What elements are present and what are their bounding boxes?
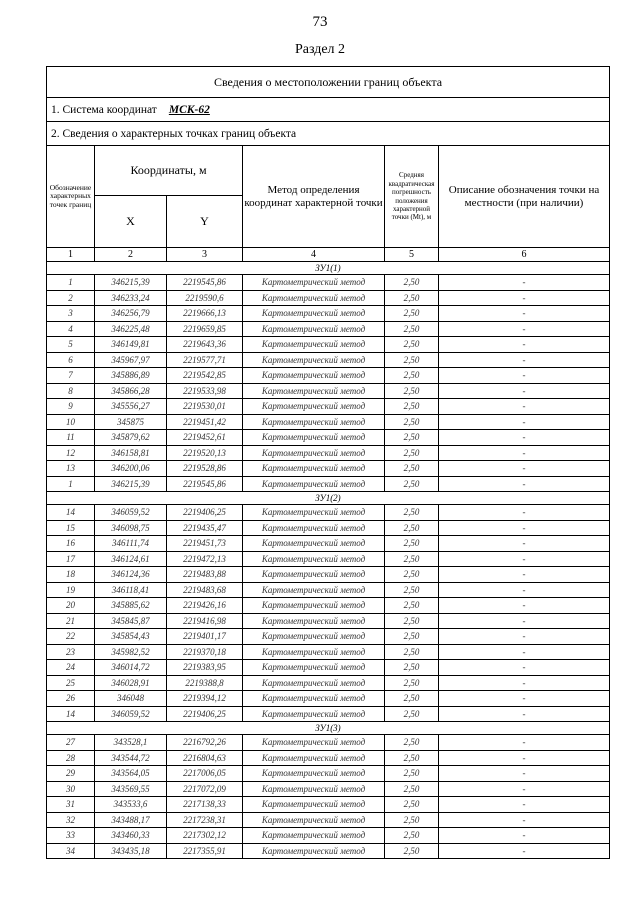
method-cell: Картометрический метод	[243, 536, 385, 552]
description-cell: -	[439, 505, 610, 521]
description-cell: -	[439, 352, 610, 368]
column-number: 6	[439, 248, 610, 262]
x-cell: 346059,52	[95, 505, 167, 521]
accuracy-cell: 2,50	[385, 843, 439, 859]
point-id-cell: 14	[47, 505, 95, 521]
x-cell: 345845,87	[95, 613, 167, 629]
column-number: 2	[95, 248, 167, 262]
x-cell: 345879,62	[95, 430, 167, 446]
table-row	[47, 706, 610, 722]
x-cell: 346124,61	[95, 551, 167, 567]
point-id-cell: 31	[47, 797, 95, 813]
method-cell: Картометрический метод	[243, 383, 385, 399]
point-id-cell: 22	[47, 629, 95, 645]
method-cell: Картометрический метод	[243, 750, 385, 766]
x-cell: 346200,06	[95, 461, 167, 477]
method-cell: Картометрический метод	[243, 321, 385, 337]
x-cell: 343435,18	[95, 843, 167, 859]
method-cell: Картометрический метод	[243, 706, 385, 722]
description-cell: -	[439, 750, 610, 766]
coord-system-row	[47, 98, 610, 122]
table-row	[47, 290, 610, 306]
header-y: Y	[167, 196, 243, 248]
method-cell: Картометрический метод	[243, 613, 385, 629]
table-row	[47, 368, 610, 384]
y-cell: 2219590,6	[167, 290, 243, 306]
description-cell: -	[439, 735, 610, 751]
description-cell: -	[439, 337, 610, 353]
method-cell: Картометрический метод	[243, 582, 385, 598]
accuracy-cell: 2,50	[385, 797, 439, 813]
description-cell: -	[439, 691, 610, 707]
method-cell: Картометрический метод	[243, 567, 385, 583]
table-row	[47, 781, 610, 797]
description-cell: -	[439, 414, 610, 430]
accuracy-cell: 2,50	[385, 660, 439, 676]
point-id-cell: 7	[47, 368, 95, 384]
x-cell: 346158,81	[95, 445, 167, 461]
description-cell: -	[439, 306, 610, 322]
method-cell: Картометрический метод	[243, 644, 385, 660]
table-row	[47, 582, 610, 598]
table-row	[47, 828, 610, 844]
method-cell: Картометрический метод	[243, 337, 385, 353]
table-row	[47, 735, 610, 751]
accuracy-cell: 2,50	[385, 536, 439, 552]
accuracy-cell: 2,50	[385, 551, 439, 567]
header-coordinates: Координаты, м	[95, 146, 243, 196]
table-row	[47, 797, 610, 813]
point-id-cell: 24	[47, 660, 95, 676]
point-id-cell: 26	[47, 691, 95, 707]
description-cell: -	[439, 582, 610, 598]
x-cell: 345866,28	[95, 383, 167, 399]
accuracy-cell: 2,50	[385, 505, 439, 521]
method-cell: Картометрический метод	[243, 812, 385, 828]
description-cell: -	[439, 536, 610, 552]
point-id-cell: 1	[47, 476, 95, 492]
table-row	[47, 520, 610, 536]
table-row	[47, 476, 610, 492]
table-row	[47, 675, 610, 691]
description-cell: -	[439, 797, 610, 813]
y-cell: 2219666,13	[167, 306, 243, 322]
y-cell: 2219370,18	[167, 644, 243, 660]
x-cell: 346111,74	[95, 536, 167, 552]
column-numbers-row	[47, 248, 610, 262]
point-id-cell: 10	[47, 414, 95, 430]
description-cell: -	[439, 290, 610, 306]
table-row	[47, 306, 610, 322]
y-cell: 2219533,98	[167, 383, 243, 399]
description-cell: -	[439, 706, 610, 722]
x-cell: 343544,72	[95, 750, 167, 766]
point-id-cell: 33	[47, 828, 95, 844]
method-cell: Картометрический метод	[243, 290, 385, 306]
method-cell: Картометрический метод	[243, 735, 385, 751]
y-cell: 2219435,47	[167, 520, 243, 536]
description-cell: -	[439, 598, 610, 614]
table-row	[47, 629, 610, 645]
method-cell: Картометрический метод	[243, 828, 385, 844]
description-cell: -	[439, 828, 610, 844]
point-id-cell: 1	[47, 275, 95, 291]
column-number: 1	[47, 248, 95, 262]
method-cell: Картометрический метод	[243, 691, 385, 707]
y-cell: 2217138,33	[167, 797, 243, 813]
y-cell: 2219426,16	[167, 598, 243, 614]
method-cell: Картометрический метод	[243, 675, 385, 691]
description-cell: -	[439, 812, 610, 828]
method-cell: Картометрический метод	[243, 461, 385, 477]
y-cell: 2217238,31	[167, 812, 243, 828]
description-cell: -	[439, 660, 610, 676]
y-cell: 2219394,12	[167, 691, 243, 707]
method-cell: Картометрический метод	[243, 781, 385, 797]
y-cell: 2219406,25	[167, 706, 243, 722]
y-cell: 2217302,12	[167, 828, 243, 844]
y-cell: 2219545,86	[167, 476, 243, 492]
group-name: ЗУ1(3)	[47, 722, 610, 735]
accuracy-cell: 2,50	[385, 445, 439, 461]
x-cell: 345967,97	[95, 352, 167, 368]
table-row	[47, 598, 610, 614]
description-cell: -	[439, 766, 610, 782]
accuracy-cell: 2,50	[385, 706, 439, 722]
x-cell: 345556,27	[95, 399, 167, 415]
table-row	[47, 461, 610, 477]
y-cell: 2219416,98	[167, 613, 243, 629]
description-cell: -	[439, 321, 610, 337]
point-id-cell: 9	[47, 399, 95, 415]
table-row	[47, 843, 610, 859]
points-section-label: 2. Сведения о характерных точках границ объекта	[47, 122, 610, 146]
point-id-cell: 25	[47, 675, 95, 691]
header-x: X	[95, 196, 167, 248]
description-cell: -	[439, 399, 610, 415]
x-cell: 345875	[95, 414, 167, 430]
description-cell: -	[439, 368, 610, 384]
method-cell: Картометрический метод	[243, 275, 385, 291]
description-cell: -	[439, 675, 610, 691]
y-cell: 2219451,73	[167, 536, 243, 552]
point-id-cell: 27	[47, 735, 95, 751]
point-id-cell: 14	[47, 706, 95, 722]
table-row	[47, 414, 610, 430]
table-row	[47, 337, 610, 353]
x-cell: 346098,75	[95, 520, 167, 536]
table-row	[47, 536, 610, 552]
group-header-row	[47, 492, 610, 505]
accuracy-cell: 2,50	[385, 629, 439, 645]
x-cell: 345885,62	[95, 598, 167, 614]
group-name: ЗУ1(1)	[47, 262, 610, 275]
x-cell: 346215,39	[95, 275, 167, 291]
description-cell: -	[439, 843, 610, 859]
point-id-cell: 21	[47, 613, 95, 629]
accuracy-cell: 2,50	[385, 461, 439, 477]
y-cell: 2217355,91	[167, 843, 243, 859]
x-cell: 346124,36	[95, 567, 167, 583]
accuracy-cell: 2,50	[385, 337, 439, 353]
accuracy-cell: 2,50	[385, 383, 439, 399]
y-cell: 2219643,36	[167, 337, 243, 353]
y-cell: 2219451,42	[167, 414, 243, 430]
y-cell: 2219659,85	[167, 321, 243, 337]
description-cell: -	[439, 567, 610, 583]
accuracy-cell: 2,50	[385, 476, 439, 492]
description-cell: -	[439, 781, 610, 797]
accuracy-cell: 2,50	[385, 781, 439, 797]
column-number: 5	[385, 248, 439, 262]
description-cell: -	[439, 644, 610, 660]
table-row	[47, 660, 610, 676]
y-cell: 2216804,63	[167, 750, 243, 766]
accuracy-cell: 2,50	[385, 290, 439, 306]
page-number: 73	[312, 14, 328, 30]
table-row	[47, 691, 610, 707]
table-row	[47, 275, 610, 291]
table-row	[47, 812, 610, 828]
y-cell: 2219406,25	[167, 505, 243, 521]
y-cell: 2219520,13	[167, 445, 243, 461]
header-method: Метод определения координат характерной точки	[243, 146, 385, 248]
accuracy-cell: 2,50	[385, 644, 439, 660]
header-point-id: Обозначение характерных точек границ	[47, 146, 95, 248]
table-row	[47, 445, 610, 461]
x-cell: 346048	[95, 691, 167, 707]
table-row	[47, 352, 610, 368]
y-cell: 2219401,17	[167, 629, 243, 645]
column-number: 3	[167, 248, 243, 262]
method-cell: Картометрический метод	[243, 430, 385, 446]
y-cell: 2219545,86	[167, 275, 243, 291]
x-cell: 345854,43	[95, 629, 167, 645]
table-row	[47, 750, 610, 766]
point-id-cell: 8	[47, 383, 95, 399]
point-id-cell: 6	[47, 352, 95, 368]
coord-system-value: МСК-62	[168, 103, 210, 116]
accuracy-cell: 2,50	[385, 613, 439, 629]
point-id-cell: 2	[47, 290, 95, 306]
method-cell: Картометрический метод	[243, 629, 385, 645]
accuracy-cell: 2,50	[385, 520, 439, 536]
description-cell: -	[439, 275, 610, 291]
description-cell: -	[439, 629, 610, 645]
y-cell: 2219528,86	[167, 461, 243, 477]
point-id-cell: 30	[47, 781, 95, 797]
table-row	[47, 383, 610, 399]
group-name: ЗУ1(2)	[47, 492, 610, 505]
y-cell: 2219388,8	[167, 675, 243, 691]
accuracy-cell: 2,50	[385, 691, 439, 707]
y-cell: 2219383,95	[167, 660, 243, 676]
column-number: 4	[243, 248, 385, 262]
header-accuracy: Средняя квадратическая погрешность положения характерной точки (Mt), м	[385, 146, 439, 248]
y-cell: 2219530,01	[167, 399, 243, 415]
point-id-cell: 11	[47, 430, 95, 446]
description-cell: -	[439, 551, 610, 567]
method-cell: Картометрический метод	[243, 505, 385, 521]
table-row	[47, 567, 610, 583]
point-id-cell: 5	[47, 337, 95, 353]
x-cell: 346215,39	[95, 476, 167, 492]
accuracy-cell: 2,50	[385, 735, 439, 751]
accuracy-cell: 2,50	[385, 812, 439, 828]
y-cell: 2217006,05	[167, 766, 243, 782]
table-row	[47, 399, 610, 415]
description-cell: -	[439, 613, 610, 629]
accuracy-cell: 2,50	[385, 750, 439, 766]
y-cell: 2219577,71	[167, 352, 243, 368]
description-cell: -	[439, 476, 610, 492]
description-cell: -	[439, 445, 610, 461]
accuracy-cell: 2,50	[385, 306, 439, 322]
method-cell: Картометрический метод	[243, 660, 385, 676]
x-cell: 345982,52	[95, 644, 167, 660]
point-id-cell: 19	[47, 582, 95, 598]
accuracy-cell: 2,50	[385, 430, 439, 446]
table-row	[47, 430, 610, 446]
point-id-cell: 18	[47, 567, 95, 583]
point-id-cell: 13	[47, 461, 95, 477]
accuracy-cell: 2,50	[385, 567, 439, 583]
method-cell: Картометрический метод	[243, 551, 385, 567]
method-cell: Картометрический метод	[243, 306, 385, 322]
method-cell: Картометрический метод	[243, 368, 385, 384]
point-id-cell: 23	[47, 644, 95, 660]
point-id-cell: 4	[47, 321, 95, 337]
x-cell: 343564,05	[95, 766, 167, 782]
accuracy-cell: 2,50	[385, 399, 439, 415]
x-cell: 343460,33	[95, 828, 167, 844]
boundary-points-table	[46, 66, 610, 859]
description-cell: -	[439, 461, 610, 477]
x-cell: 345886,89	[95, 368, 167, 384]
accuracy-cell: 2,50	[385, 414, 439, 430]
method-cell: Картометрический метод	[243, 766, 385, 782]
y-cell: 2217072,09	[167, 781, 243, 797]
method-cell: Картометрический метод	[243, 445, 385, 461]
table-row	[47, 613, 610, 629]
x-cell: 346225,48	[95, 321, 167, 337]
accuracy-cell: 2,50	[385, 675, 439, 691]
y-cell: 2216792,26	[167, 735, 243, 751]
method-cell: Картометрический метод	[243, 414, 385, 430]
table-row	[47, 766, 610, 782]
point-id-cell: 32	[47, 812, 95, 828]
method-cell: Картометрический метод	[243, 352, 385, 368]
description-cell: -	[439, 430, 610, 446]
point-id-cell: 3	[47, 306, 95, 322]
x-cell: 346256,79	[95, 306, 167, 322]
y-cell: 2219472,13	[167, 551, 243, 567]
accuracy-cell: 2,50	[385, 368, 439, 384]
coord-system-label: 1. Система координат	[51, 103, 157, 116]
method-cell: Картометрический метод	[243, 520, 385, 536]
x-cell: 343488,17	[95, 812, 167, 828]
x-cell: 346014,72	[95, 660, 167, 676]
x-cell: 346233,24	[95, 290, 167, 306]
accuracy-cell: 2,50	[385, 582, 439, 598]
x-cell: 343528,1	[95, 735, 167, 751]
point-id-cell: 15	[47, 520, 95, 536]
table-row	[47, 505, 610, 521]
table-row	[47, 321, 610, 337]
table-title: Сведения о местоположении границ объекта	[47, 67, 610, 98]
table-row	[47, 551, 610, 567]
description-cell: -	[439, 520, 610, 536]
point-id-cell: 12	[47, 445, 95, 461]
y-cell: 2219452,61	[167, 430, 243, 446]
method-cell: Картометрический метод	[243, 843, 385, 859]
y-cell: 2219542,85	[167, 368, 243, 384]
accuracy-cell: 2,50	[385, 352, 439, 368]
x-cell: 346028,91	[95, 675, 167, 691]
accuracy-cell: 2,50	[385, 766, 439, 782]
x-cell: 343533,6	[95, 797, 167, 813]
description-cell: -	[439, 383, 610, 399]
point-id-cell: 28	[47, 750, 95, 766]
point-id-cell: 17	[47, 551, 95, 567]
point-id-cell: 34	[47, 843, 95, 859]
x-cell: 343569,55	[95, 781, 167, 797]
x-cell: 346118,41	[95, 582, 167, 598]
header-description: Описание обозначения точки на местности (при наличии)	[439, 146, 610, 248]
y-cell: 2219483,68	[167, 582, 243, 598]
group-header-row	[47, 722, 610, 735]
accuracy-cell: 2,50	[385, 321, 439, 337]
method-cell: Картометрический метод	[243, 476, 385, 492]
group-header-row	[47, 262, 610, 275]
accuracy-cell: 2,50	[385, 828, 439, 844]
point-id-cell: 20	[47, 598, 95, 614]
method-cell: Картометрический метод	[243, 598, 385, 614]
x-cell: 346059,52	[95, 706, 167, 722]
x-cell: 346149,81	[95, 337, 167, 353]
method-cell: Картометрический метод	[243, 399, 385, 415]
accuracy-cell: 2,50	[385, 598, 439, 614]
y-cell: 2219483,88	[167, 567, 243, 583]
method-cell: Картометрический метод	[243, 797, 385, 813]
table-row	[47, 644, 610, 660]
point-id-cell: 29	[47, 766, 95, 782]
section-title: Раздел 2	[294, 42, 346, 57]
point-id-cell: 16	[47, 536, 95, 552]
accuracy-cell: 2,50	[385, 275, 439, 291]
